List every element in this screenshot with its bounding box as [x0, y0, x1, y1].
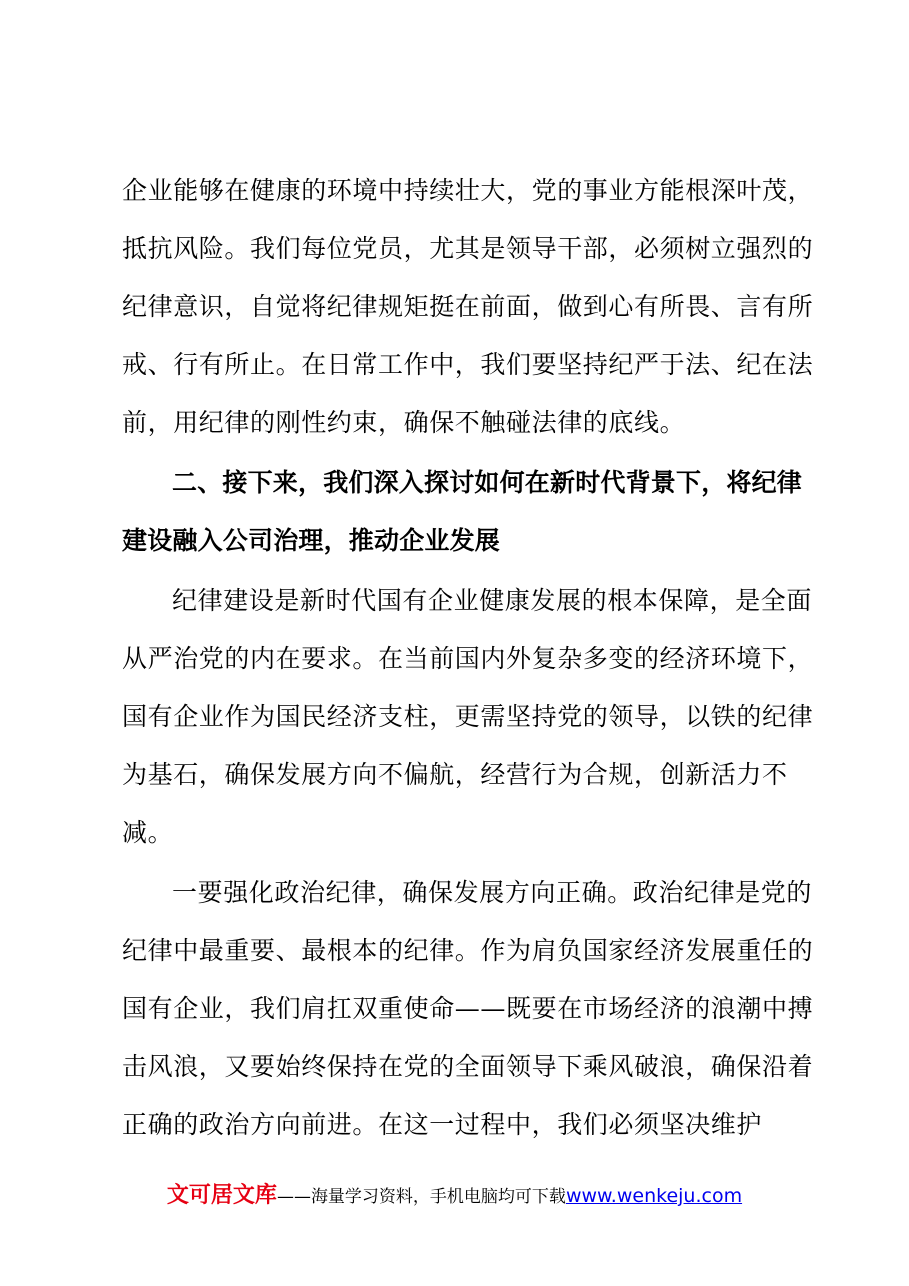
paragraph-line: 纪律建设是新时代国有企业健康发展的根本保障，是全面	[172, 586, 813, 615]
paragraph-line: 击风浪，又要始终保持在党的全面领导下乘风破浪，确保沿着	[122, 1052, 814, 1081]
footer-brand: 文可居文库	[166, 1183, 277, 1208]
footer-tagline: ——海量学习资料，手机电脑均可下载	[276, 1187, 566, 1207]
page-footer	[0, 1178, 909, 1215]
paragraph-line: 戒、行有所止。在日常工作中，我们要坚持纪严于法、纪在法	[122, 350, 814, 379]
footer-website-link[interactable]: www.wenkeju.com	[565, 1185, 743, 1207]
paragraph-line: 减。	[122, 818, 174, 847]
paragraph-line: 纪律意识，自觉将纪律规矩挺在前面，做到心有所畏、言有所	[122, 292, 814, 321]
document-body	[122, 162, 814, 1154]
paragraph-line: 企业能够在健康的环境中持续壮大，党的事业方能根深叶茂，	[122, 176, 814, 205]
paragraph-line: 一要强化政治纪律，确保发展方向正确。政治纪律是党的	[172, 878, 813, 907]
heading-line: 二、接下来，我们深入探讨如何在新时代背景下，将纪律	[172, 468, 803, 497]
paragraph-line: 为基石，确保发展方向不偏航，经营行为合规，创新活力不	[122, 760, 788, 789]
paragraph-line: 抵抗风险。我们每位党员，尤其是领导干部，必须树立强烈的	[122, 234, 814, 263]
paragraph-line: 国有企业作为国民经济支柱，更需坚持党的领导，以铁的纪律	[122, 702, 814, 731]
paragraph-line: 正确的政治方向前进。在这一过程中，我们必须坚决维护	[122, 1110, 763, 1139]
heading-line: 建设融入公司治理，推动企业发展	[122, 526, 501, 555]
paragraph-line: 前，用纪律的刚性约束，确保不触碰法律的底线。	[122, 408, 686, 437]
paragraph-line: 国有企业，我们肩扛双重使命——既要在市场经济的浪潮中搏	[122, 994, 814, 1023]
paragraph-line: 纪律中最重要、最根本的纪律。作为肩负国家经济发展重任的	[122, 936, 814, 965]
paragraph-line: 从严治党的内在要求。在当前国内外复杂多变的经济环境下，	[122, 644, 814, 673]
